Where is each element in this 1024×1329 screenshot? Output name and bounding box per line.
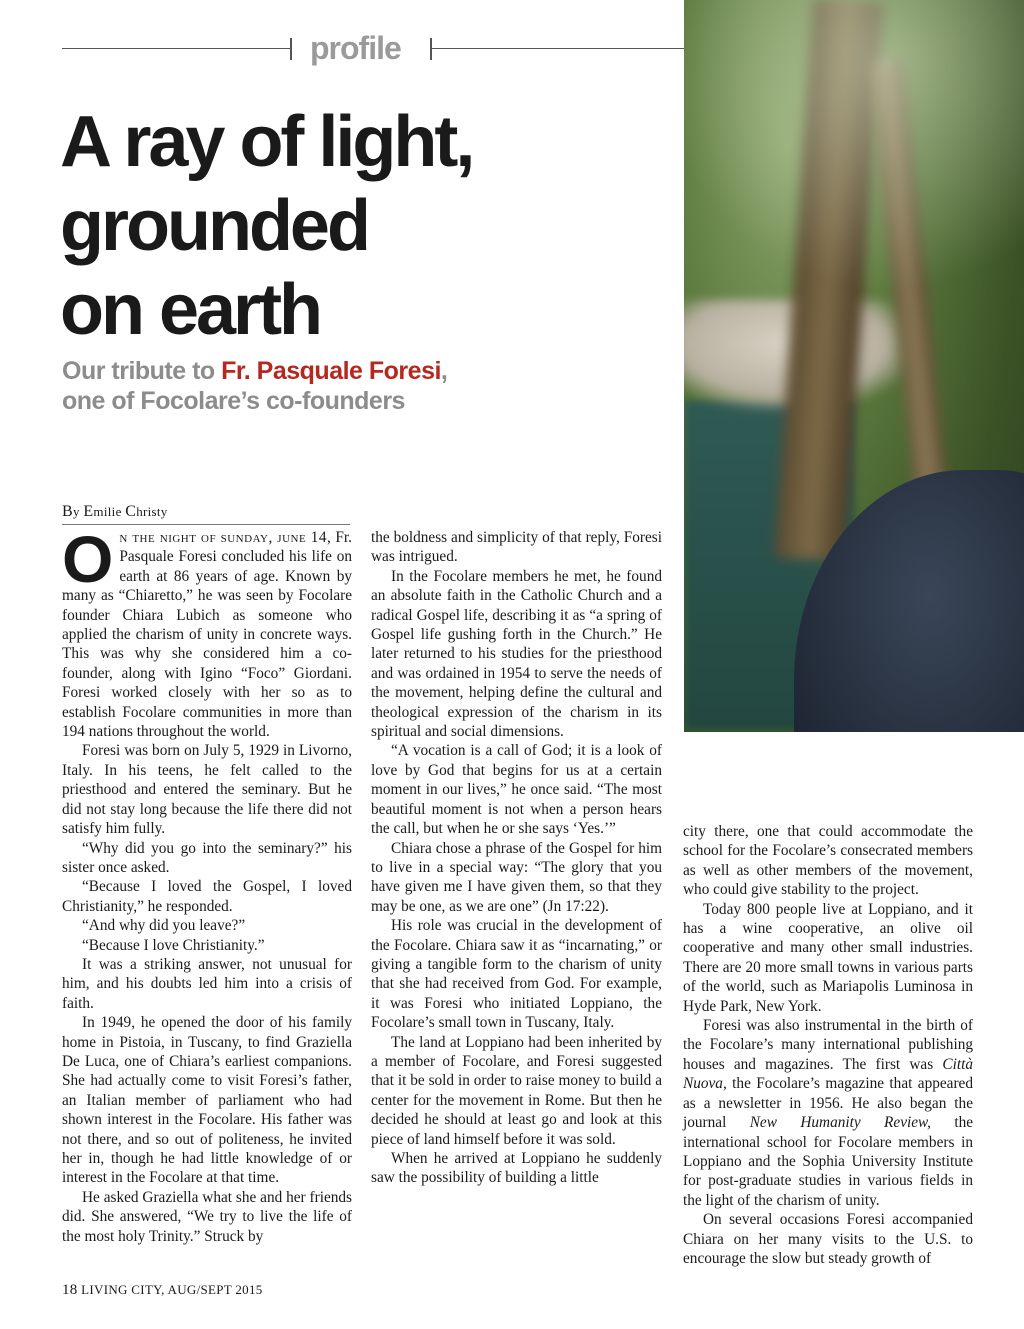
paragraph: city there, one that could accommodate the school for the Focolare’s consecrated members as well as other members of the movement, who could give stability to the project. xyxy=(683,823,973,899)
portrait-photo xyxy=(684,0,1024,732)
deck-highlight-name: Fr. Pasquale Foresi xyxy=(221,357,441,385)
headline xyxy=(60,100,660,352)
publication-title: New Humanity Review, xyxy=(749,1114,931,1132)
paragraph: His role was crucial in the development of the Focolare. Chiara saw it as “incarnating,” or giving a tangible form to the charism of unity that she had received from God. For example, it was Foresi who initiated Loppiano, the Focolare’s small town in Tuscany, Italy. xyxy=(371,917,662,1032)
paragraph: Chiara chose a phrase of the Gospel for him to live in a special way: “The glory that you have given me I have given them, so that they may be one, as we are one” (Jn 17:22). xyxy=(371,839,662,915)
kicker-tick-left xyxy=(290,38,292,60)
paragraph-text: the Focolare’s magazine that appeared as a newsletter in 1956. He also began the journal xyxy=(683,1075,973,1132)
drop-cap: O xyxy=(62,522,114,596)
headline-line-1: A ray of light, xyxy=(60,102,473,182)
paragraph: “Because I loved the Gospel, I loved Christianity,” he responded. xyxy=(62,878,352,915)
paragraph: “A vocation is a call of God; it is a look of love by God that begins for us at a certain moment in our lives,” he once said. “The most beautiful moment is not when a person hears the call, but when he or she says ‘Yes.’” xyxy=(371,742,662,838)
paragraph: “Why did you go into the seminary?” his sister once asked. xyxy=(62,839,352,876)
paragraph: It was a striking answer, not unusual for him, and his doubts led him into a crisis of faith. xyxy=(62,955,352,1012)
paragraph xyxy=(683,1016,973,1210)
publication-title: Città Nuova, xyxy=(683,1055,973,1093)
paragraph: When he arrived at Loppiano he suddenly saw the possibility of building a little xyxy=(371,1150,662,1187)
kicker-rule-right xyxy=(432,48,684,49)
paragraph: In the Focolare members he met, he found an absolute faith in the Catholic Church and a radical Gospel life, describing it as “a spring of Gospel life gushing forth in the Church.” He later returned to his studies for the priesthood and was ordained in 1954 to serve the needs of the movement, helping define the cultural and theological expression of the charism in its spiritual and social dimensions. xyxy=(371,567,662,741)
deck-subtitle xyxy=(62,356,662,416)
article-column-1 xyxy=(62,522,352,1246)
deck-post: , xyxy=(440,357,448,385)
paragraph: On several occasions Foresi accompanied Chiara on her many visits to the U.S. to encourage the slow but steady growth of xyxy=(683,1211,973,1267)
footer-publication: LIVING CITY, AUG/SEPT 2015 xyxy=(81,1282,263,1297)
kicker-tick-right xyxy=(430,38,432,60)
paragraph: In 1949, he opened the door of his family home in Pistoia, in Tuscany, to find Graziella De Luca, one of Chiara’s earliest companions. She had actually come to visit Foresi’s father, an Italian member of parliament who had shown interest in the Focolare. His father was not there, and so out of politeness, he invited her in, though he had little knowledge of or interest in the Focolare at that time. xyxy=(62,1014,352,1187)
paragraph: The land at Loppiano had been inherited by a member of Focolare, and Foresi suggested that it be sold in order to raise money to build a center for the movement in Rome. But then he decided he should at least go and look at this piece of land himself before it was sold. xyxy=(371,1033,662,1148)
paragraph: “And why did you leave?” xyxy=(82,917,246,935)
kicker-rule-left xyxy=(62,48,290,49)
section-kicker: profile xyxy=(310,30,401,66)
paragraph: Foresi was born on July 5, 1929 in Livorno, Italy. In his teens, he felt called to the priesthood and entered the seminary. But he did not stay long because the life there did not satisfy him fully. xyxy=(62,742,352,838)
byline-text: y xyxy=(72,504,84,519)
paragraph-text: Fr. Pasquale Foresi concluded his life on earth at 86 years of age. Known by many as “Chiaretto,” he was seen by Focolare founder Chiara Lubich as someone who applied the charism of unity in concrete ways. This was why she considered him a co-founder, along with Igino “Foco” Giordani. Foresi worked closely with her so as to establish Focolare communities in more than 194 nations throughout the world. xyxy=(62,529,352,741)
paragraph-text: Foresi was also instrumental in the birth of the Focolare’s many international publishing houses and magazines. The first was xyxy=(683,1017,973,1073)
byline-text: milie xyxy=(93,504,126,519)
paragraph: “Because I love Christianity.” xyxy=(82,936,265,954)
deck-pre: Our tribute to xyxy=(62,357,222,385)
headline-line-3: on earth xyxy=(60,270,321,350)
lead-in: n the night of sunday, june 14, xyxy=(119,529,332,546)
headline-line-2: grounded xyxy=(60,186,368,266)
paragraph: the boldness and simplicity of that reply, Foresi was intrigued. xyxy=(371,529,662,566)
article-column-3 xyxy=(683,822,973,1268)
byline-initial: B xyxy=(62,503,73,520)
byline-text: hristy xyxy=(136,504,168,519)
deck-line-2: one of Focolare’s co-founders xyxy=(62,387,405,415)
byline-initial: C xyxy=(125,503,137,520)
paragraph: He asked Graziella what she and her friends did. She answered, “We try to live the life of the most holy Trinity.” Struck by xyxy=(62,1188,352,1245)
paragraph xyxy=(62,522,352,741)
page-number: 18 xyxy=(62,1282,78,1298)
paragraph-text: the international school for Focolare members in Loppiano and the Sophia University Institute for post-graduate studies in various fields in the light of the charism of unity. xyxy=(683,1114,974,1209)
paragraph: Today 800 people live at Loppiano, and it has a wine cooperative, an olive oil cooperative and many other small industries. There are 20 more small towns in various parts of the world, such as Mariapolis Luminosa in Hyde Park, New York. xyxy=(683,900,973,1015)
byline-initial: E xyxy=(83,503,94,520)
page-footer xyxy=(62,1282,263,1299)
article-column-2 xyxy=(371,528,662,1188)
